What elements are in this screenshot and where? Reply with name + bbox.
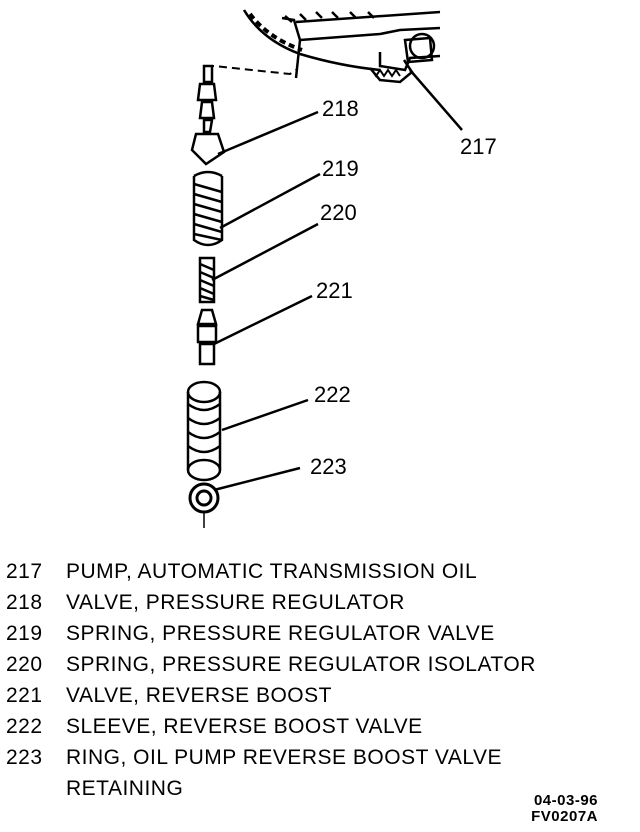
legend-number: 222 bbox=[6, 715, 43, 738]
figure-code-stamp: FV0207A bbox=[531, 808, 598, 825]
legend-number: 218 bbox=[6, 591, 43, 614]
legend-row bbox=[6, 653, 606, 684]
leader-line-217 bbox=[410, 70, 462, 130]
legend-row bbox=[6, 560, 606, 591]
legend-row bbox=[6, 746, 606, 777]
legend-description: VALVE, PRESSURE REGULATOR bbox=[66, 591, 405, 614]
legend-number: 221 bbox=[6, 684, 43, 707]
callout-222: 222 bbox=[314, 382, 351, 407]
leader-line-222 bbox=[222, 400, 308, 430]
legend-row bbox=[6, 684, 606, 715]
callout-221: 221 bbox=[316, 278, 353, 303]
legend-number: 220 bbox=[6, 653, 43, 676]
callout-218: 218 bbox=[322, 96, 359, 121]
callout-219: 219 bbox=[322, 156, 359, 181]
legend-description: SLEEVE, REVERSE BOOST VALVE bbox=[66, 715, 423, 738]
legend-row bbox=[6, 715, 606, 746]
pressure-regulator-valve-spring-illustration bbox=[194, 172, 222, 245]
legend-description: PUMP, AUTOMATIC TRANSMISSION OIL bbox=[66, 560, 478, 583]
figure-date-stamp: 04-03-96 bbox=[533, 792, 598, 809]
legend-description: VALVE, REVERSE BOOST bbox=[66, 684, 332, 707]
reverse-boost-valve-illustration bbox=[198, 310, 216, 364]
legend-number: 219 bbox=[6, 622, 43, 645]
callout-217: 217 bbox=[460, 134, 497, 159]
leader-line-221 bbox=[214, 296, 312, 344]
legend-row bbox=[6, 591, 606, 622]
legend-continuation: RETAINING bbox=[66, 777, 184, 800]
legend-number: 217 bbox=[6, 560, 43, 583]
legend-description: SPRING, PRESSURE REGULATOR VALVE bbox=[66, 622, 495, 645]
callout-223: 223 bbox=[310, 454, 347, 479]
reverse-boost-valve-sleeve-illustration bbox=[188, 382, 220, 480]
legend-number: 223 bbox=[6, 746, 43, 769]
parts-legend bbox=[6, 560, 606, 808]
pressure-regulator-valve-illustration bbox=[192, 66, 224, 164]
pressure-regulator-isolator-spring-illustration bbox=[200, 258, 214, 302]
leader-line-220 bbox=[212, 224, 318, 280]
legend-row bbox=[6, 622, 606, 653]
leader-line-218 bbox=[218, 112, 318, 154]
leader-line-219 bbox=[220, 174, 320, 228]
legend-description: SPRING, PRESSURE REGULATOR ISOLATOR bbox=[66, 653, 536, 676]
retaining-ring-illustration bbox=[190, 484, 218, 528]
leader-line-223 bbox=[214, 468, 300, 490]
legend-description: RING, OIL PUMP REVERSE BOOST VALVE bbox=[66, 746, 502, 769]
callout-220: 220 bbox=[320, 200, 357, 225]
pump-housing-illustration bbox=[206, 10, 440, 82]
